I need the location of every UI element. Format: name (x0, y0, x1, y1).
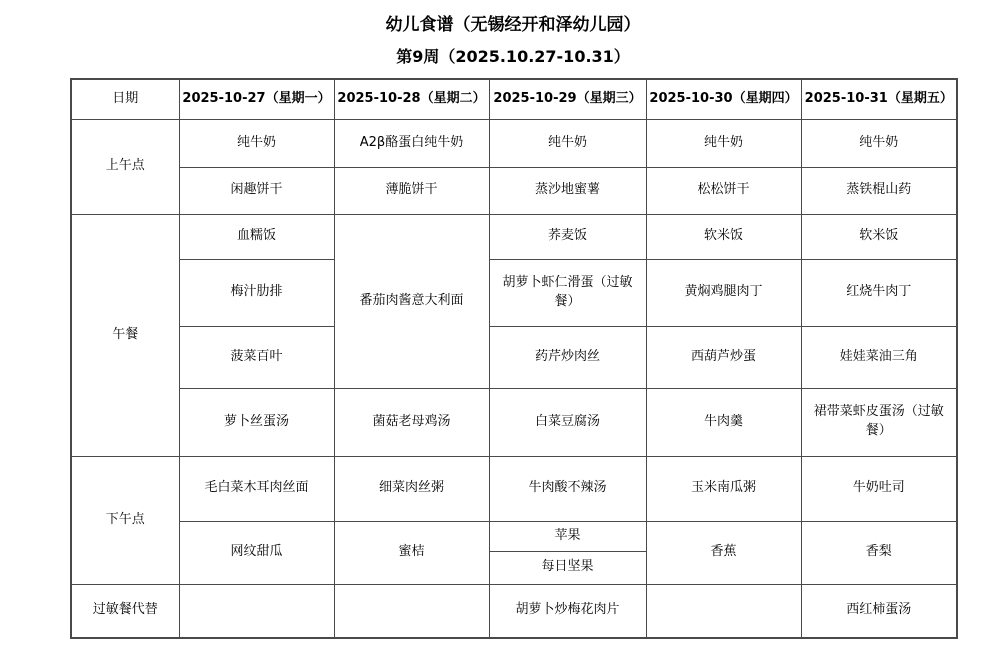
cell-lunch4-mon: 萝卜丝蛋汤 (179, 388, 334, 456)
cell-pm1-wed: 牛肉酸不辣汤 (489, 456, 646, 521)
cell-am1-tue: A2β酪蛋白纯牛奶 (334, 119, 489, 167)
cell-pm2-fri: 香梨 (801, 521, 957, 584)
cell-lunch2-mon: 梅汁肋排 (179, 259, 334, 326)
title-block (70, 0, 956, 69)
cell-am1-thu: 纯牛奶 (646, 119, 801, 167)
morning-snack-row-2 (71, 167, 957, 214)
col-header-date: 日期 (71, 79, 179, 119)
cell-allergy-wed: 胡萝卜炒梅花肉片 (489, 584, 646, 638)
cell-allergy-thu (646, 584, 801, 638)
col-header-tuesday: 2025-10-28（星期二） (334, 79, 489, 119)
lunch-row-4 (71, 388, 957, 456)
lunch-row-1 (71, 214, 957, 259)
cell-lunch3-thu: 西葫芦炒蛋 (646, 326, 801, 388)
cell-pm1-mon: 毛白菜木耳肉丝面 (179, 456, 334, 521)
header-row (71, 79, 957, 119)
weekly-menu-table (70, 78, 958, 639)
cell-lunch3-mon: 菠菜百叶 (179, 326, 334, 388)
cell-am2-fri: 蒸铁棍山药 (801, 167, 957, 214)
allergy-replacement-row (71, 584, 957, 638)
cell-am2-tue: 薄脆饼干 (334, 167, 489, 214)
cell-lunch4-wed: 白菜豆腐汤 (489, 388, 646, 456)
col-header-thursday: 2025-10-30（星期四） (646, 79, 801, 119)
col-header-friday: 2025-10-31（星期五） (801, 79, 957, 119)
cell-lunch3-wed: 药芹炒肉丝 (489, 326, 646, 388)
cell-lunch2-thu: 黄焖鸡腿肉丁 (646, 259, 801, 326)
cell-lunch2-wed: 胡萝卜虾仁滑蛋（过敏餐） (489, 259, 646, 326)
cell-pm1-thu: 玉米南瓜粥 (646, 456, 801, 521)
cell-lunch1-thu: 软米饭 (646, 214, 801, 259)
cell-allergy-mon (179, 584, 334, 638)
section-label-afternoon-snack: 下午点 (71, 456, 179, 584)
cell-lunch4-thu: 牛肉羹 (646, 388, 801, 456)
cell-lunch3-fri: 娃娃菜油三角 (801, 326, 957, 388)
afternoon-snack-row-1 (71, 456, 957, 521)
page-title: 幼儿食谱（无锡经开和泽幼儿园） (385, 15, 641, 35)
cell-am2-thu: 松松饼干 (646, 167, 801, 214)
cell-am1-wed: 纯牛奶 (489, 119, 646, 167)
afternoon-snack-row-2a (71, 521, 957, 551)
cell-pm2-tue: 蜜桔 (334, 521, 489, 584)
page-subtitle: 第9周（2025.10.27-10.31） (396, 47, 630, 66)
cell-pm1-fri: 牛奶吐司 (801, 456, 957, 521)
cell-pm2-wed-top: 苹果 (489, 521, 646, 551)
morning-snack-row-1 (71, 119, 957, 167)
cell-pm2-mon: 网纹甜瓜 (179, 521, 334, 584)
cell-pm1-tue: 细菜肉丝粥 (334, 456, 489, 521)
cell-am1-mon: 纯牛奶 (179, 119, 334, 167)
cell-lunch1-wed: 荞麦饭 (489, 214, 646, 259)
cell-lunch4-fri: 裙带菜虾皮蛋汤（过敏餐） (801, 388, 957, 456)
cell-am1-fri: 纯牛奶 (801, 119, 957, 167)
col-header-wednesday: 2025-10-29（星期三） (489, 79, 646, 119)
cell-allergy-tue (334, 584, 489, 638)
cell-lunch1-mon: 血糯饭 (179, 214, 334, 259)
section-label-morning-snack: 上午点 (71, 119, 179, 214)
cell-am2-mon: 闲趣饼干 (179, 167, 334, 214)
lunch-row-2 (71, 259, 957, 326)
cell-pm2-wed-bottom: 每日坚果 (489, 551, 646, 584)
section-label-allergy-replacement: 过敏餐代替 (71, 584, 179, 638)
cell-am2-wed: 蒸沙地蜜薯 (489, 167, 646, 214)
cell-lunch2-fri: 红烧牛肉丁 (801, 259, 957, 326)
cell-allergy-fri: 西红柿蛋汤 (801, 584, 957, 638)
cell-lunch-tue-pasta: 番茄肉酱意大利面 (334, 214, 489, 388)
section-label-lunch: 午餐 (71, 214, 179, 456)
cell-lunch4-tue: 菌菇老母鸡汤 (334, 388, 489, 456)
cell-pm2-thu: 香蕉 (646, 521, 801, 584)
cell-lunch1-fri: 软米饭 (801, 214, 957, 259)
lunch-row-3 (71, 326, 957, 388)
col-header-monday: 2025-10-27（星期一） (179, 79, 334, 119)
